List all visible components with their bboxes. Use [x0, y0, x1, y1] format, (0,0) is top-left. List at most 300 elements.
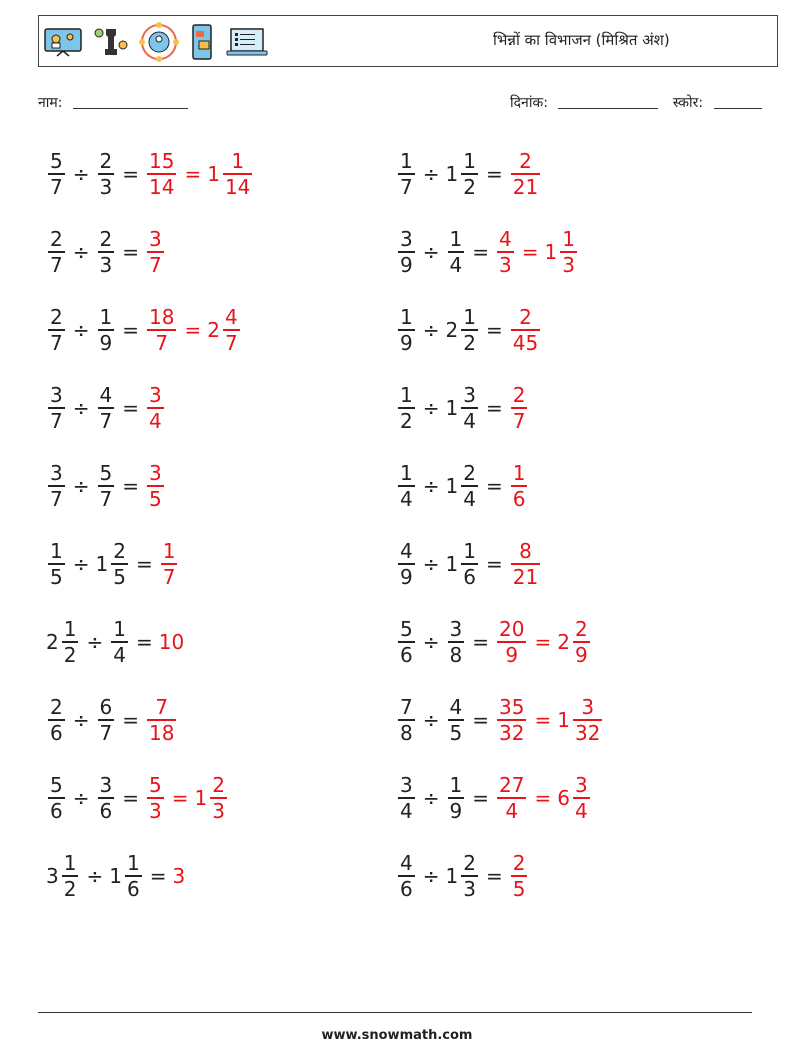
divide-sign: ÷	[86, 864, 104, 888]
numerator: 1	[449, 773, 463, 798]
fraction	[111, 541, 128, 587]
denominator: 7	[99, 486, 113, 511]
whole-number: 2	[557, 630, 570, 654]
numerator: 1	[400, 305, 413, 330]
dividend	[396, 385, 417, 431]
answer-value	[495, 775, 528, 821]
date-score-fields	[510, 93, 762, 112]
fraction	[223, 307, 240, 353]
dividend	[396, 307, 417, 353]
answer	[495, 697, 604, 743]
fraction	[98, 463, 115, 509]
answer-value	[159, 630, 185, 654]
denominator: 5	[149, 486, 162, 511]
divisor	[109, 619, 130, 665]
date-blank[interactable]	[558, 108, 658, 109]
fraction	[497, 229, 514, 275]
numerator: 27	[499, 773, 525, 798]
dividend	[396, 463, 417, 509]
fraction	[573, 619, 590, 665]
denominator: 6	[50, 798, 63, 823]
fraction	[48, 307, 65, 353]
fraction	[48, 697, 65, 743]
numerator: 3	[581, 695, 595, 720]
score-blank[interactable]	[714, 108, 762, 109]
fraction	[48, 541, 65, 587]
whole-number: 1	[194, 786, 208, 810]
numerator: 3	[400, 773, 413, 798]
equals-sign: =	[184, 162, 202, 186]
fraction	[448, 697, 465, 743]
numerator: 1	[400, 149, 413, 174]
answer	[495, 229, 579, 275]
answer-value	[145, 775, 166, 821]
answer-value	[557, 619, 591, 665]
denominator: 4	[574, 798, 588, 823]
denominator: 7	[224, 330, 238, 355]
answer-value	[145, 697, 178, 743]
denominator: 7	[155, 330, 169, 355]
numerator: 6	[99, 695, 113, 720]
numerator: 2	[574, 617, 588, 642]
fraction	[147, 775, 164, 821]
divisor	[96, 307, 117, 353]
problem-item	[46, 690, 178, 750]
fraction	[147, 697, 176, 743]
fraction	[210, 775, 227, 821]
denominator: 18	[149, 720, 175, 745]
denominator: 9	[400, 330, 413, 355]
fraction	[448, 775, 465, 821]
numerator: 4	[499, 227, 512, 252]
problem-item	[396, 378, 529, 438]
divide-sign: ÷	[422, 162, 440, 186]
answer	[509, 151, 542, 197]
divisor	[96, 775, 117, 821]
whole-number: 1	[109, 864, 122, 888]
denominator: 4	[113, 642, 126, 667]
equals-sign: =	[534, 708, 552, 732]
denominator: 3	[562, 252, 575, 277]
answer	[145, 775, 229, 821]
divisor	[96, 697, 117, 743]
answer-value	[145, 151, 178, 197]
equals-sign: =	[485, 162, 503, 186]
strategy-chess-icon	[93, 23, 129, 61]
fraction	[398, 151, 415, 197]
whole-number: 1	[557, 708, 570, 732]
divide-sign: ÷	[422, 786, 440, 810]
numerator: 3	[449, 617, 463, 642]
problem-item	[396, 144, 542, 204]
denominator: 14	[149, 174, 175, 199]
fraction	[511, 385, 528, 431]
dividend	[46, 697, 67, 743]
denominator: 7	[99, 720, 113, 745]
numerator: 1	[63, 851, 77, 876]
dividend	[46, 853, 80, 899]
denominator: 9	[505, 642, 519, 667]
equals-sign: =	[122, 318, 139, 342]
answer-value	[495, 697, 528, 743]
fraction	[398, 697, 415, 743]
denominator: 4	[449, 252, 463, 277]
numerator: 1	[463, 305, 476, 330]
fraction	[497, 619, 526, 665]
whole-number: 1	[445, 864, 459, 888]
numerator: 1	[231, 149, 245, 174]
worksheet-header	[38, 15, 778, 67]
divisor	[96, 229, 117, 275]
divide-sign: ÷	[72, 318, 90, 342]
numerator: 5	[99, 461, 113, 486]
fraction	[48, 463, 65, 509]
whole-number: 2	[46, 630, 59, 654]
numerator: 4	[400, 851, 413, 876]
dividend	[46, 385, 67, 431]
numerator: 4	[224, 305, 238, 330]
answer-value	[495, 619, 528, 665]
divide-sign: ÷	[422, 630, 440, 654]
denominator: 8	[400, 720, 413, 745]
dividend	[396, 775, 417, 821]
problem-item	[46, 456, 166, 516]
numerator: 3	[149, 383, 162, 408]
equals-sign: =	[472, 630, 489, 654]
equals-sign: =	[135, 552, 153, 576]
fraction	[98, 697, 115, 743]
denominator: 6	[400, 642, 413, 667]
answer	[172, 864, 186, 888]
whole-number: 1	[95, 552, 109, 576]
numerator: 1	[400, 461, 413, 486]
answer-value	[207, 151, 254, 197]
answer	[509, 853, 530, 899]
numerator: 4	[400, 539, 413, 564]
denominator: 5	[449, 720, 463, 745]
answer-value	[145, 307, 178, 353]
denominator: 6	[400, 876, 413, 901]
equals-sign: =	[521, 240, 539, 264]
divide-sign: ÷	[72, 708, 90, 732]
answer-value	[145, 463, 166, 509]
divisor	[96, 463, 117, 509]
numerator: 3	[50, 461, 63, 486]
numerator: 3	[400, 227, 413, 252]
problem-item	[46, 612, 185, 672]
whole-number: 1	[445, 552, 459, 576]
denominator: 21	[512, 564, 539, 589]
fraction	[497, 775, 526, 821]
problem-item	[396, 534, 542, 594]
whole-number: 1	[445, 396, 459, 420]
answer-value	[509, 463, 530, 509]
divide-sign: ÷	[72, 474, 90, 498]
equals-sign: =	[122, 786, 139, 810]
divisor	[446, 853, 480, 899]
answer-value	[145, 229, 166, 275]
fraction	[461, 541, 478, 587]
numerator: 3	[149, 461, 162, 486]
denominator: 9	[400, 252, 413, 277]
answer-value	[509, 385, 530, 431]
problem-item	[396, 456, 529, 516]
equals-sign: =	[472, 240, 489, 264]
numerator: 15	[149, 149, 175, 174]
numerator: 2	[99, 227, 113, 252]
numerator: 2	[512, 383, 526, 408]
fraction	[461, 385, 478, 431]
whole-number: 2	[445, 318, 459, 342]
fraction	[147, 229, 164, 275]
dividend	[396, 697, 417, 743]
denominator: 9	[574, 642, 588, 667]
equals-sign: =	[122, 474, 139, 498]
numerator: 5	[149, 773, 162, 798]
divide-sign: ÷	[422, 708, 440, 732]
answer-value	[145, 385, 166, 431]
equals-sign: =	[122, 162, 139, 186]
denominator: 7	[400, 174, 413, 199]
denominator: 9	[400, 564, 413, 589]
answer	[509, 385, 530, 431]
fraction	[560, 229, 577, 275]
divisor	[446, 385, 480, 431]
equals-sign: =	[485, 864, 503, 888]
denominator: 4	[400, 798, 413, 823]
problem-item	[46, 222, 166, 282]
problem-item	[396, 768, 592, 828]
divide-sign: ÷	[422, 552, 440, 576]
fraction	[62, 619, 79, 665]
fraction	[98, 229, 115, 275]
numerator: 5	[400, 617, 413, 642]
divisor	[446, 463, 480, 509]
numerator: 20	[499, 617, 525, 642]
answer-value	[207, 307, 241, 353]
answer	[145, 307, 242, 353]
dividend	[46, 229, 67, 275]
fraction	[48, 775, 65, 821]
answer	[509, 541, 542, 587]
answer-value	[195, 775, 229, 821]
dividend	[396, 541, 417, 587]
answer-value	[557, 697, 604, 743]
denominator: 2	[63, 642, 77, 667]
denominator: 45	[512, 330, 539, 355]
numerator: 2	[99, 149, 113, 174]
numerator: 1	[50, 539, 63, 564]
whole-number: 3	[46, 864, 59, 888]
divide-sign: ÷	[72, 240, 90, 264]
fraction	[511, 541, 540, 587]
fraction	[98, 385, 115, 431]
fraction	[573, 697, 602, 743]
answer-value	[509, 151, 542, 197]
worksheet-title: भिन्नों का विभाजन (मिश्रित अंश)	[493, 31, 670, 49]
numerator: 2	[512, 851, 526, 876]
answer	[495, 619, 592, 665]
numerator: 1	[562, 227, 575, 252]
divide-sign: ÷	[72, 552, 90, 576]
equals-sign: =	[485, 318, 503, 342]
answer-value	[545, 229, 579, 275]
divide-sign: ÷	[72, 786, 90, 810]
equals-sign: =	[472, 786, 489, 810]
denominator: 21	[512, 174, 539, 199]
fraction	[448, 619, 465, 665]
answer-value	[557, 775, 591, 821]
denominator: 6	[512, 486, 526, 511]
denominator: 6	[126, 876, 140, 901]
equals-sign: =	[149, 864, 167, 888]
problem-item	[396, 690, 604, 750]
numerator: 35	[499, 695, 525, 720]
answer	[159, 541, 180, 587]
numerator: 2	[519, 305, 532, 330]
denominator: 14	[224, 174, 251, 199]
name-label: नाम:	[38, 95, 63, 111]
divisor	[446, 151, 480, 197]
whole-number: 1	[445, 474, 459, 498]
denominator: 7	[512, 408, 526, 433]
dividend	[396, 853, 417, 899]
answer-value	[172, 864, 186, 888]
whole-number: 6	[557, 786, 570, 810]
numerator: 4	[99, 383, 113, 408]
numerator: 1	[113, 617, 126, 642]
numerator: 1	[463, 539, 476, 564]
numerator: 3	[574, 773, 588, 798]
answer	[145, 385, 166, 431]
fraction	[461, 853, 478, 899]
denominator: 7	[50, 330, 63, 355]
answer	[495, 775, 592, 821]
presentation-icon	[43, 27, 83, 57]
divisor	[446, 775, 467, 821]
fraction	[511, 307, 540, 353]
numerator: 7	[155, 695, 169, 720]
fraction	[511, 151, 540, 197]
fraction	[398, 307, 415, 353]
name-field[interactable]	[38, 93, 188, 112]
divisor	[109, 853, 143, 899]
denominator: 5	[113, 564, 126, 589]
numerator: 3	[50, 383, 63, 408]
fraction	[98, 151, 115, 197]
numerator: 8	[519, 539, 532, 564]
score-label: स्कोर:	[672, 95, 704, 111]
mobile-app-icon	[189, 23, 215, 61]
numerator: 1	[449, 227, 463, 252]
dividend	[396, 619, 417, 665]
problem-item	[396, 612, 592, 672]
denominator: 5	[512, 876, 526, 901]
numerator: 18	[149, 305, 175, 330]
denominator: 4	[149, 408, 162, 433]
denominator: 7	[50, 252, 63, 277]
fraction	[398, 385, 415, 431]
equals-sign: =	[135, 630, 153, 654]
numerator: 1	[400, 383, 413, 408]
fraction	[511, 463, 528, 509]
denominator: 4	[505, 798, 519, 823]
numerator: 4	[449, 695, 463, 720]
name-blank[interactable]	[73, 108, 188, 109]
equals-sign: =	[485, 396, 503, 420]
divide-sign: ÷	[422, 318, 440, 342]
equals-sign: =	[534, 786, 552, 810]
whole-number: 1	[445, 162, 459, 186]
numerator: 1	[162, 539, 176, 564]
denominator: 32	[574, 720, 601, 745]
problem-item	[46, 300, 242, 360]
whole-number: 1	[544, 240, 558, 264]
numerator: 1	[126, 851, 140, 876]
equals-sign: =	[122, 396, 139, 420]
denominator: 7	[149, 252, 162, 277]
numerator: 2	[519, 149, 532, 174]
equals-sign: =	[171, 786, 189, 810]
denominator: 2	[463, 330, 476, 355]
denominator: 8	[449, 642, 463, 667]
whole-number: 10	[158, 630, 185, 654]
denominator: 3	[99, 174, 113, 199]
denominator: 7	[50, 408, 63, 433]
answer	[145, 151, 254, 197]
answer	[509, 307, 542, 353]
fraction	[461, 463, 478, 509]
divide-sign: ÷	[422, 474, 440, 498]
fraction	[461, 307, 478, 353]
whole-number: 3	[172, 864, 186, 888]
problem-item	[46, 534, 179, 594]
denominator: 3	[99, 252, 113, 277]
denominator: 9	[99, 330, 113, 355]
denominator: 2	[63, 876, 77, 901]
fraction	[448, 229, 465, 275]
fraction	[398, 541, 415, 587]
fraction	[48, 385, 65, 431]
fraction	[511, 853, 528, 899]
fraction	[62, 853, 79, 899]
fraction	[573, 775, 590, 821]
numerator: 1	[463, 149, 476, 174]
divisor	[446, 229, 467, 275]
answer-value	[495, 229, 516, 275]
denominator: 2	[400, 408, 413, 433]
numerator: 1	[63, 617, 77, 642]
fraction	[48, 151, 65, 197]
fraction	[398, 619, 415, 665]
answer	[509, 463, 530, 509]
divide-sign: ÷	[422, 864, 440, 888]
fraction	[398, 229, 415, 275]
denominator: 2	[463, 174, 476, 199]
divisor	[446, 697, 467, 743]
fraction	[461, 151, 478, 197]
target-circle-icon	[139, 22, 179, 62]
divisor	[96, 541, 130, 587]
date-label: दिनांक:	[510, 95, 548, 111]
dividend	[46, 541, 67, 587]
denominator: 4	[463, 486, 476, 511]
numerator: 2	[463, 851, 476, 876]
fraction	[398, 463, 415, 509]
denominator: 5	[50, 564, 63, 589]
answer	[159, 630, 185, 654]
numerator: 5	[50, 149, 63, 174]
